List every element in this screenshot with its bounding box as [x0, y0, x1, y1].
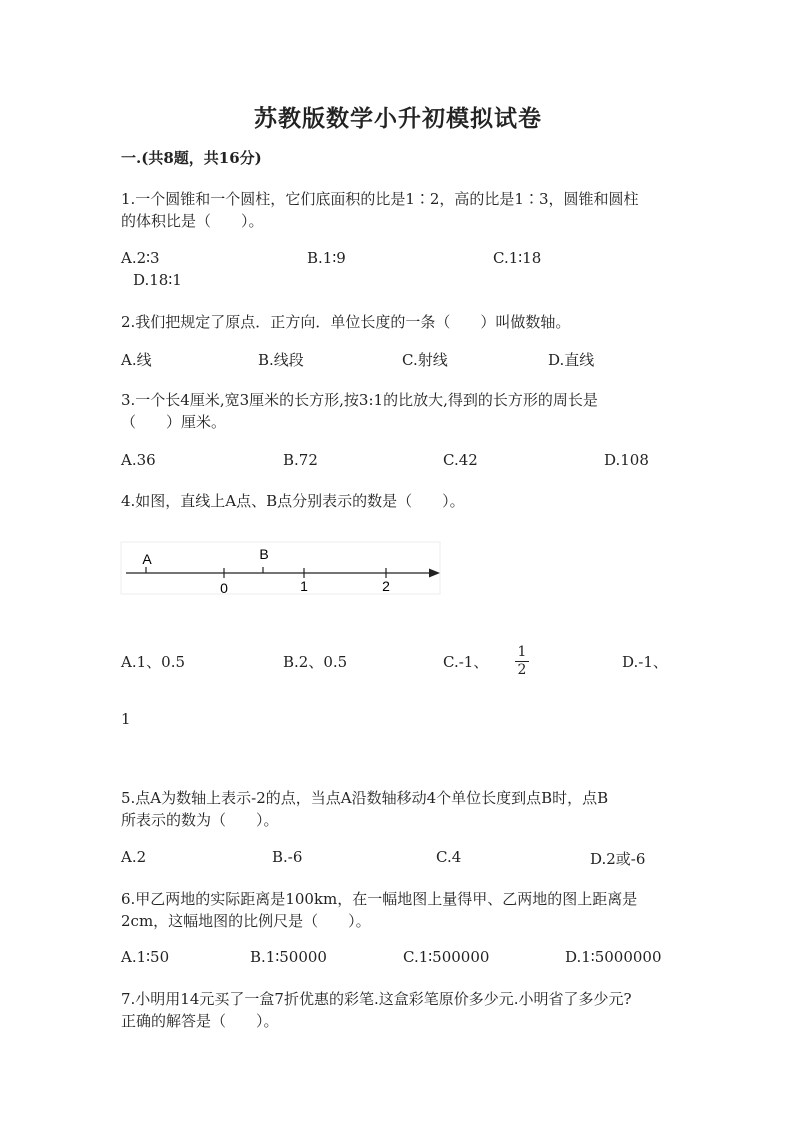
question-6-option-d[interactable]: D.1∶5000000: [565, 948, 662, 966]
fraction-numerator: 1: [517, 644, 527, 660]
point-b-label: B: [259, 546, 269, 562]
question-5-option-d[interactable]: D.2或-6: [590, 850, 646, 868]
question-1-line-1: 1.一个圆锥和一个圆柱，它们底面积的比是1∶2，高的比是1∶3，圆锥和圆柱: [121, 190, 639, 208]
question-7-line-2: 正确的解答是（ ）。: [121, 1012, 279, 1030]
section-heading: 一.(共8题，共16分): [121, 149, 262, 167]
question-5-option-c[interactable]: C.4: [436, 848, 462, 866]
question-4-option-d-continued: 1: [121, 710, 131, 728]
tick-1-label: 1: [300, 578, 308, 594]
number-line-figure: [120, 538, 444, 596]
question-1-option-c[interactable]: C.1∶18: [493, 249, 542, 267]
question-1-line-2: 的体积比是（ ）。: [121, 212, 264, 230]
question-6-option-a[interactable]: A.1∶50: [121, 948, 170, 966]
question-4-option-a[interactable]: A.1、0.5: [121, 653, 185, 671]
question-3-option-a[interactable]: A.36: [121, 451, 156, 469]
question-1-option-d[interactable]: D.18∶1: [133, 271, 182, 289]
question-2-line-1: 2.我们把规定了原点．正方向．单位长度的一条（ ）叫做数轴。: [121, 313, 571, 331]
question-3-option-b[interactable]: B.72: [283, 451, 318, 469]
tick-0-label: 0: [220, 580, 228, 596]
question-6-line-1: 6.甲乙两地的实际距离是100km，在一幅地图上量得甲、乙两地的图上距离是: [121, 890, 638, 908]
point-a-label: A: [142, 551, 152, 567]
question-4-option-c-fraction: [515, 645, 529, 678]
question-2-option-c[interactable]: C.射线: [402, 351, 448, 369]
question-6-option-c[interactable]: C.1∶500000: [403, 948, 490, 966]
question-7-line-1: 7.小明用14元买了一盒7折优惠的彩笔.这盒彩笔原价多少元.小明省了多少元?: [121, 990, 632, 1008]
tick-2-label: 2: [382, 578, 390, 594]
question-1-option-b[interactable]: B.1∶9: [307, 249, 346, 267]
question-5-option-b[interactable]: B.-6: [272, 848, 303, 866]
question-4-option-d[interactable]: D.-1、: [622, 653, 668, 671]
question-2-option-a[interactable]: A.线: [121, 351, 152, 369]
question-3-option-c[interactable]: C.42: [443, 451, 478, 469]
question-3-option-d[interactable]: D.108: [604, 451, 649, 469]
arrow-head-icon: [429, 569, 440, 578]
question-3-line-2: （ ）厘米。: [121, 413, 227, 431]
fraction-denominator: 2: [517, 662, 527, 678]
question-5-line-2: 所表示的数为（ ）。: [121, 811, 279, 829]
question-6-line-2: 2cm，这幅地图的比例尺是（ ）。: [121, 912, 371, 930]
question-2-option-b[interactable]: B.线段: [258, 351, 304, 369]
question-1-option-a[interactable]: A.2∶3: [121, 249, 160, 267]
question-4-option-c[interactable]: C.-1、: [443, 653, 489, 671]
question-6-option-b[interactable]: B.1∶50000: [250, 948, 327, 966]
page-title: 苏教版数学小升初模拟试卷: [254, 105, 542, 132]
question-4-option-b[interactable]: B.2、0.5: [283, 653, 348, 671]
question-5-line-1: 5.点A为数轴上表示-2的点，当点A沿数轴移动4个单位长度到点B时，点B: [121, 789, 609, 807]
question-5-option-a[interactable]: A.2: [121, 848, 147, 866]
question-3-line-1: 3.一个长4厘米,宽3厘米的长方形,按3:1的比放大,得到的长方形的周长是: [121, 391, 598, 409]
question-2-option-d[interactable]: D.直线: [548, 351, 595, 369]
question-4-line-1: 4.如图，直线上A点、B点分别表示的数是（ ）。: [121, 492, 465, 510]
